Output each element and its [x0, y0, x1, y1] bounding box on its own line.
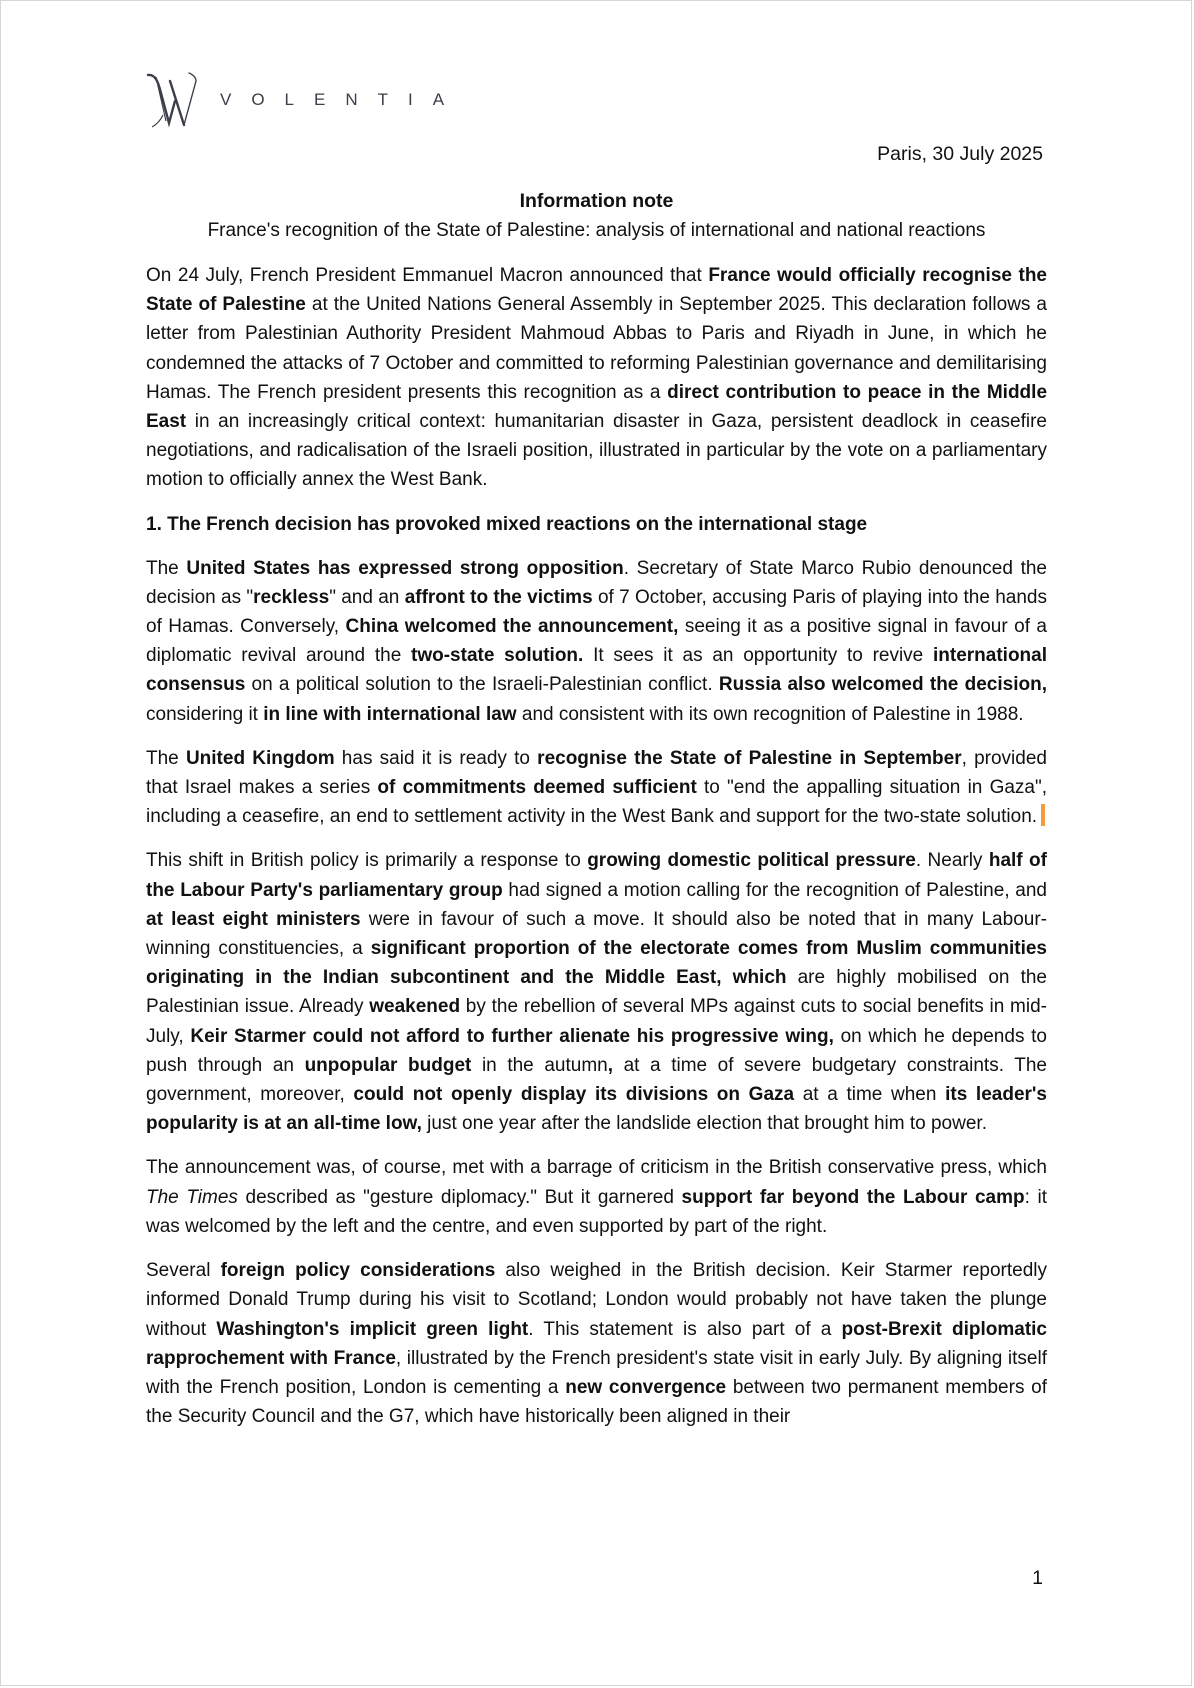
- text-run: on a political solution to the Israeli-Palestinian conflict.: [245, 674, 719, 696]
- text-run: . Nearly: [915, 850, 989, 872]
- text-run: . This statement is also part of a: [528, 1318, 842, 1340]
- paragraph-foreign-policy: [146, 1256, 1047, 1431]
- paragraph-international-reactions: [146, 554, 1047, 729]
- text-run: were in favour of such a move. It should also be noted that in many Labour-winning constituencies, a: [146, 908, 1047, 960]
- bold-run: affront to the victims: [404, 586, 593, 608]
- text-run: This shift in British policy is primarily a response to: [146, 850, 588, 872]
- bold-run: international consensus: [146, 645, 1048, 696]
- text-run: in the autumn: [471, 1054, 608, 1076]
- paragraph-british-policy: [146, 846, 1047, 1138]
- logo-wordmark: VOLENTIA: [220, 90, 465, 109]
- document-body: [146, 187, 1047, 1446]
- text-run: The: [146, 747, 186, 769]
- section-1-heading: 1. The French decision has provoked mixed reactions on the international stage: [146, 513, 868, 535]
- text-run: Several: [146, 1260, 221, 1282]
- bold-run: United Kingdom: [185, 747, 335, 769]
- bold-run: Keir Starmer could not afford to further alienate his progressive wing,: [190, 1025, 834, 1047]
- text-run: . Secretary of State Marco Rubio denounced the decision as ": [146, 557, 1047, 608]
- bold-run: recognise the State of Palestine in September: [537, 747, 962, 769]
- bold-run: ,: [607, 1054, 613, 1076]
- italic-run: The Times: [146, 1186, 238, 1208]
- page-number: 1: [1032, 1567, 1043, 1589]
- text-run: at a time of severe budgetary constraints. The government, moreover,: [146, 1054, 1047, 1106]
- paragraph-press-reaction: [146, 1153, 1047, 1241]
- paragraph-united-kingdom: [146, 744, 1047, 832]
- bold-run: two-state solution.: [411, 645, 584, 667]
- bold-run: post-Brexit diplomatic rapprochement with France: [146, 1318, 1047, 1369]
- text-run: has said it is ready to: [334, 747, 538, 769]
- bold-run: half of the Labour Party's parliamentary group: [146, 850, 1047, 901]
- document-date: Paris, 30 July 2025: [877, 143, 1043, 165]
- text-run: to "end the appalling situation in Gaza", including a ceasefire, an end to settlement activity in the West Bank and support for the two-state solution.: [146, 777, 1048, 828]
- text-run: also weighed in the British decision. Keir Starmer reportedly informed Donald Trump during his visit to Scotland; London would probably not have taken the plunge without: [146, 1260, 1047, 1340]
- text-run: at a time when: [794, 1084, 946, 1106]
- text-run: at the United Nations General Assembly in September 2025. This declaration follows a letter from Palestinian Authority President Mahmoud Abbas to Paris and Riyadh in June, in which he condemned the attacks of 7 October and committed to reforming Palestinian governance and demilitarising Hamas. The French president presents this recognition as a: [146, 294, 1047, 403]
- bold-run: direct contribution to peace in the Middle East: [146, 381, 1048, 433]
- bold-run: at least eight ministers: [146, 908, 361, 930]
- text-run: considering it: [146, 703, 264, 725]
- bold-run: growing domestic political pressure: [587, 850, 916, 872]
- text-run: in an increasingly critical context: humanitarian disaster in Gaza, persistent deadlock in ceasefire negotiations, and radicalisation of the Israeli position, illustrated in particular by the vote on a parliamentary motion to officially annex the West Bank.: [146, 411, 1047, 491]
- text-run: just one year after the landslide election that brought him to power.: [421, 1113, 987, 1135]
- paragraph-united-kingdom-text: [146, 748, 1047, 827]
- text-run: , illustrated by the French president's state visit in early July. By aligning itself with the French position, London is cementing a: [146, 1347, 1047, 1398]
- text-run: The announcement was, of course, met with a barrage of criticism in the British conservative press, which: [146, 1157, 1047, 1179]
- bold-run: weakened: [369, 996, 461, 1018]
- bold-run: could not openly display its divisions on Gaza: [353, 1084, 795, 1106]
- bold-run: Russia also welcomed the decision,: [718, 674, 1047, 696]
- text-run: On 24 July, French President Emmanuel Macron announced that: [146, 265, 709, 286]
- document-title: Information note: [519, 190, 674, 212]
- bold-run: significant proportion of the electorate comes from Muslim communities originating in the Indian subcontinent and the Middle East, which: [146, 938, 1047, 989]
- intro-paragraph: [146, 261, 1047, 495]
- text-run: " and an: [329, 586, 405, 608]
- bold-run: China welcomed the announcement,: [345, 616, 679, 638]
- volentia-logo-mark-icon: [146, 71, 198, 129]
- bold-run: unpopular budget: [304, 1054, 472, 1076]
- bold-run: reckless: [253, 586, 330, 608]
- text-run: It sees it as an opportunity to revive: [583, 645, 933, 667]
- bold-run: new convergence: [565, 1376, 727, 1398]
- bold-run: in line with international law: [263, 703, 517, 725]
- text-run: and consistent with its own recognition of Palestine in 1988.: [516, 703, 1024, 725]
- text-run: described as "gesture diplomacy." But it garnered: [237, 1186, 682, 1208]
- bold-run: United States has expressed strong opposition: [186, 557, 624, 579]
- bold-run: Washington's implicit green light: [216, 1318, 529, 1340]
- text-run: , provided that Israel makes a series: [146, 747, 1047, 799]
- text-cursor: [1041, 804, 1045, 826]
- text-run: by the rebellion of several MPs against cuts to social benefits in mid-July,: [146, 996, 1048, 1047]
- text-run: between two permanent members of the Security Council and the G7, which have historically been aligned in their: [146, 1376, 1048, 1428]
- bold-run: support far beyond the Labour camp: [681, 1186, 1025, 1208]
- bold-run: of commitments deemed sufficient: [377, 777, 697, 799]
- bold-run: France would officially recognise the State of Palestine: [146, 265, 1047, 316]
- text-run: of 7 October, accusing Paris of playing into the hands of Hamas. Conversely,: [146, 586, 1048, 638]
- text-run: on which he depends to push through an: [146, 1025, 1047, 1076]
- bold-run: its leader's popularity is at an all-time low,: [146, 1084, 1047, 1135]
- text-run: had signed a motion calling for the recognition of Palestine, and: [502, 879, 1047, 901]
- volentia-logo: [146, 71, 464, 129]
- text-run: : it was welcomed by the left and the centre, and even supported by part of the right.: [146, 1186, 1047, 1237]
- text-run: seeing it as a positive signal in favour of a diplomatic revival around the: [146, 616, 1047, 667]
- document-subtitle: France's recognition of the State of Palestine: analysis of international and national reactions: [207, 220, 986, 241]
- text-run: The: [146, 557, 187, 579]
- text-run: are highly mobilised on the Palestinian issue. Already: [146, 967, 1047, 1018]
- bold-run: foreign policy considerations: [220, 1260, 496, 1282]
